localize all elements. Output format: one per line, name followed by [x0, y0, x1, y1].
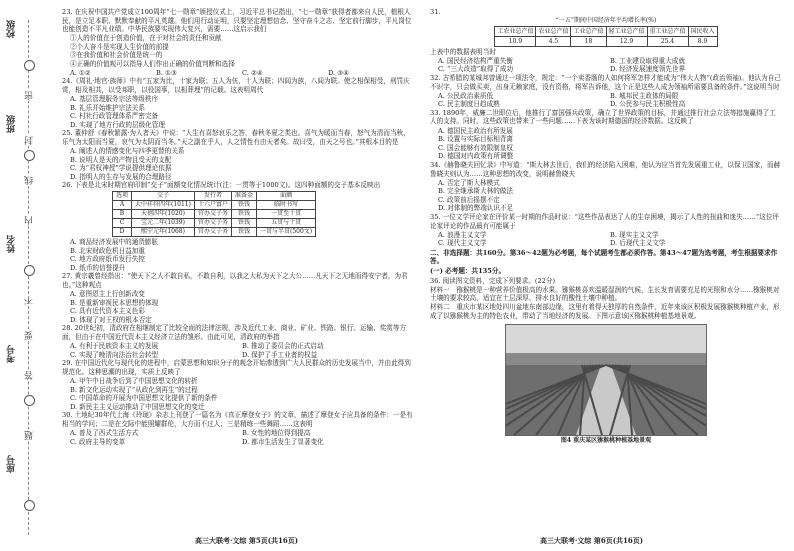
option-row: [430, 231, 782, 240]
table-cell: 铁钱: [231, 218, 256, 227]
table-cell: 25.4: [647, 36, 688, 46]
answer-option: B. ①③: [156, 68, 177, 77]
question-stem: 上表中的数据表明当时: [430, 47, 496, 56]
kiwi-plantation-photo: [505, 324, 707, 436]
table-cell: 12.9: [606, 36, 647, 46]
binding-word-7: 题: [25, 431, 35, 440]
answer-option: A. 浪漫主义文学: [438, 230, 487, 239]
answer-option: A. 基层管理服务宗法等级秩序: [70, 94, 159, 103]
answer-option: B. 新文化运动实现了“从政化到再生”的过程: [70, 385, 198, 394]
answer-option: C. 现代主义文学: [438, 239, 487, 248]
question-stem: 30. 土地纪30年代上海《玲珑》杂志上刊登了一篇名为《真正摩登女子》的文章，描述了摩登女子应具备的条件：一是有相当的学问；二是在交际中能照耀群伦，大方而不过人；三是精练一些舞蹈……这表明: [62, 411, 413, 428]
answer-option: ④正确的价值观可以指导人们作出正确的价值判断和选择: [70, 60, 235, 69]
binding-label-3: 考号: [7, 345, 17, 363]
answer-option: D. 对体制的弊端认识不足: [438, 204, 514, 213]
answer-option: D. ③④: [328, 68, 350, 77]
answer-option: C. 为“君权神授”学说提供理论依据: [70, 164, 172, 173]
left-column: [62, 8, 414, 446]
question-stem: 25. 董仲舒《春秋繁露·为人者天》中说：“人生有喜怒哀乐之答，春秋冬夏之类也。喜气为暖而当春，怒气为清而当秋，乐气为太阳而当夏，哀气为太阴而当冬。”天之副在乎人，人之情性有由天者矣。故曰受，由天之号也。”其根本目的是: [62, 129, 410, 146]
answer-option: C. 具有近代资本主义色彩: [70, 307, 145, 316]
answer-option: A. ①②: [70, 68, 91, 77]
table-cell: 天禧四年(1020): [132, 209, 195, 218]
binding-circle-3: [24, 395, 35, 406]
table-header: 交子: [132, 191, 195, 200]
table-cell: D: [113, 227, 132, 236]
answer-option: A. 德国民主政治有所发展: [438, 126, 513, 135]
answer-option: B. 女性的地位得到提高: [242, 429, 311, 438]
answer-option: D. 实现了地方行政的层级化管理: [70, 120, 165, 129]
table-row: [113, 200, 316, 209]
table-header: 工业总产值: [571, 26, 606, 36]
answer-option: A. 阐述人的情感变化与四季更替的关系: [70, 147, 185, 155]
footer-left: 高三大联考·文综 第5页(共16页): [195, 536, 299, 545]
binding-label-1: 班级: [7, 115, 17, 133]
binding-circle-0: [24, 60, 35, 71]
binding-circle-2: [24, 265, 35, 276]
section-heading: 二、非选择题：共160分。第36～42题为必考题，每个试题考生都必须作答。第43～47题为选考题，考生根据要求作答。: [430, 248, 778, 266]
answer-option: C. 中国革命的开展为中国思想文化提供了新的条件: [70, 394, 218, 403]
binding-word-5: 要: [25, 331, 35, 340]
table-cell: 18: [571, 36, 606, 46]
answer-option: A. 意图恩主上行创新改变: [70, 290, 145, 299]
answer-option: B. 说明人是天的产物且受天的支配: [70, 155, 172, 164]
binding-word-3: 内: [25, 216, 35, 225]
table-header: 工农业总产值: [495, 26, 536, 36]
table-row: [113, 209, 316, 218]
question-stem: 24.《周礼·地官·族师》中有“五家为比，十家为联；五人为伍，十人为联；四闾为族，八闾为联。使之相保相受，刑罚庆赏，相及相共，以受邦职，以役国事，以相葬埋”的记载。这表明周代: [62, 77, 410, 94]
answer-option: B. 现实主义文学: [610, 230, 659, 239]
table-cell: 8.9: [688, 36, 717, 46]
question-stem: 材料二 重庆市某区地处四川盆地东南部边缘，这里有着得天独厚的自然条件，近年来该区积极发展猕猴桃种植产业，形成了以猕猴桃为主的特色农业，带动了当地经济的发展。下图示意该区猕猴桃种植基地景观。: [430, 303, 780, 320]
answer-option: C. 实现了晚清向法治社会转型: [70, 350, 159, 359]
binding-label-2: 姓名: [7, 235, 17, 253]
question-stem: 34.《赫鲁晓夫回忆录》中写道：“斯大林去世后，我们的经济陷入困难，他认为应当首先发展重工业，以保卫国家，而赫鲁晓夫则认为……这种思想的改变，说明赫鲁晓夫: [430, 160, 781, 178]
option-row: [430, 92, 782, 101]
growth-table: [494, 26, 717, 47]
question-stem: 28. 20世纪初，清政府在相继制定了比较全面的法律法规，涉及近代工业、商业、矿业、铁路、银行、运输、奖赏等方面，但由于在中国近代资本主义经济立法的雏形。由此可见，清政府的举措: [62, 324, 407, 341]
binding-label-0: 校级: [7, 20, 17, 38]
answer-option: D. 后现代主义文学: [610, 239, 666, 248]
answer-option: C. 地方政府纸币发行失控: [70, 255, 145, 264]
table-header: 选项: [113, 191, 132, 200]
option-row: [430, 100, 782, 109]
answer-option: D. 新民主主义运动推动了中国思想文化的变迁: [70, 402, 205, 411]
answer-option: C. 政策前后摇摆不定: [438, 195, 500, 204]
answer-option: B. 城邦民主政体的局限: [610, 91, 679, 100]
question-stem: 31.: [430, 8, 441, 16]
answer-option: C. “三大改造”取得了成功: [438, 65, 514, 74]
binding-word-2: 线: [25, 176, 35, 185]
binding-word-0: 密: [25, 91, 35, 100]
table-cell: 铁钱: [231, 209, 256, 218]
table-cell: 10.9: [495, 36, 536, 46]
option-row: [62, 438, 414, 447]
table-cell: 铁钱: [231, 200, 256, 209]
answer-option: ①人的价值在于创造价值，在于对社会的责任和贡献: [70, 34, 222, 43]
answer-option: C. 国会能够有效限制皇权: [438, 143, 513, 152]
answer-option: ③在我价值和社会价值是统一的: [70, 51, 163, 60]
table-cell: 大中祥符四年(1011): [132, 200, 195, 209]
table-header: 重工业总产值: [647, 26, 688, 36]
answer-option: D. 保护了手工业者的权益: [242, 350, 318, 359]
binding-word-1: 封: [25, 136, 35, 145]
right-column: [430, 8, 782, 445]
binding-circle-4: [24, 500, 35, 511]
option-row: [62, 429, 414, 438]
table-cell: 十六户富户: [194, 200, 231, 209]
answer-option: D. 体现了对王权的根本否定: [70, 315, 152, 324]
answer-option: A. 商品经济发展中的通货膨胀: [70, 237, 159, 246]
question-stem: 26. 下表是北宋时期官府印制“交子”面额变化情况统计(注：一贯等于1000文)。这四种面额的交子基本反映出: [62, 181, 381, 190]
answer-option: C. 民主制度日趋成熟: [438, 100, 500, 109]
answer-option: A. 否定了斯大林模式: [438, 178, 500, 187]
answer-option: C. 政府主导的变革: [70, 437, 126, 446]
answer-option: A. 公民政治素质低: [438, 91, 494, 100]
option-row: [430, 65, 782, 74]
binding-label-4: 座号: [7, 455, 17, 473]
question-stem: 29. 在中国近代化与现代化的进程中，启蒙思想和知识分子的观念开始渗透到广大人民群众的历史发展当中，并由此得到规范化。这种思潮的出现，实质上反映了: [62, 359, 411, 376]
answer-option: B. 是重新审视民本思想的体现: [70, 298, 159, 307]
plantation-image: [506, 325, 706, 435]
question-stem: 27. 黄宗羲曾经指出：“使天下之人不敢自私，不敢自利，以我之大私为天下之大公……凡天下之无地而得安宁者，为君也。”这种观点: [62, 272, 408, 289]
option-row: [62, 69, 414, 78]
table-cell: 临时书写: [257, 200, 316, 209]
answer-option: D. 公民参与民主积极性高: [610, 100, 686, 109]
table-row: [113, 218, 316, 227]
currency-table: [112, 191, 316, 237]
section-heading: (一) 必考题：共135分。: [430, 267, 506, 276]
table-cell: B: [113, 209, 132, 218]
table-header: 面额: [257, 191, 316, 200]
question-stem: 33. 1890年，威廉二世即位后，他推行了富国强兵政策，确立了世界政策的目标，并通过推行社会立法等措施赢得了工人的支持。同时，这些政策也带来了一些问题……下表为该时期德国的经济数据。这反映了: [430, 108, 776, 126]
table-title: “一五”期间中国经济年平均增长率(%): [555, 17, 657, 25]
table-cell: 一贯至十贯: [257, 209, 316, 218]
table-cell: 宝元二年(1039): [132, 218, 195, 227]
question-stem: 35. 一位文学评论家在评价某一时期的作品时说：“这些作品表达了人的生存困境，揭示了人性的扭曲和迷失……”这位评论家评论的作品最有可能属于: [430, 212, 780, 230]
option-row: [62, 342, 414, 351]
table-cell: 铁钱: [231, 227, 256, 236]
table-cell: 五贯与十贯: [257, 218, 316, 227]
table-row: [495, 36, 717, 46]
answer-option: B. 礼乐开始维护宗法关系: [70, 103, 145, 112]
binding-word-6: 答: [25, 371, 35, 380]
answer-option: B. 完全继承斯大林的做法: [438, 187, 513, 196]
table-cell: 一贯与半贯(500文): [257, 227, 316, 236]
question-stem: 材料一 猕猴桃是一种营养价值极高的水果。猕猴桃喜欢温暖湿润的气候，生长发育需要充足的光照和水分……猕猴桃对土壤的要求较高，适宜在土层深厚、排水良好的酸性土壤中种植。: [430, 285, 780, 303]
answer-option: B. 工业建设取得重大成就: [610, 56, 685, 65]
table-cell: A: [113, 200, 132, 209]
table-cell: 官办交子务: [194, 227, 231, 236]
answer-option: B. 设置与实际目标相背离: [438, 135, 513, 144]
table-cell: 熙宁元年(1068): [132, 227, 195, 236]
table-header: 轻工业总产值: [606, 26, 647, 36]
binding-word-4: 不: [25, 296, 35, 305]
answer-option: A. 甲午中日战争后到了中国思想文化的转折: [70, 376, 198, 385]
answer-option: C. ②④: [242, 68, 263, 77]
binding-circle-1: [24, 150, 35, 161]
answer-option: A. 有利于民族资本主义的发展: [70, 342, 159, 351]
table-cell: 官办交子务: [194, 209, 231, 218]
answer-option: D. 纸币的信誉提升: [70, 263, 126, 272]
answer-option: D. 指明人的生存与发展的合理路径: [70, 172, 172, 181]
question-stem: 32. 古希腊的某城邦曾通过一项法令，规定：“一个卖香肠的人如何将军怎样才能成为“伟大人物”(政治领袖)。他认为自己不识字，只会做买卖，出身无赖家庭，没有资格，将军告诉他，这个正是这些人成为领袖所需要具备的条件。”这说明当时: [430, 73, 781, 91]
table-header: 农业总产值: [536, 26, 571, 36]
table-cell: C: [113, 218, 132, 227]
answer-option: D. 经济发展速度领先世界: [610, 65, 686, 74]
question-stem: 23. 在庆祝中国共产党成立100周年“七一勋章”颁授仪式上，习近平总书记指出，“七一勋章”获得者都来自人民，植根人民，是立足本职、默默奉献的平凡英雄。他们用行动证明，只要坚定理想信念、坚守奋斗之志、坚定前行脚步，平凡岗位也能创造不平凡业绩。中华民族要实现伟大复兴，需要……这启示我们: [62, 8, 412, 34]
answer-option: C. 村社行政管理体系严密完备: [70, 112, 159, 121]
option-row: [430, 239, 782, 248]
table-header: 准备金: [231, 191, 256, 200]
question-stem: 36. 阅读图文资料，完成下列要求。(22分): [430, 276, 556, 285]
answer-option: D. 德国对内政策有所调整: [438, 152, 514, 161]
table-row: [113, 227, 316, 236]
footer-right: 高三大联考·文综 第6页(共16页): [540, 536, 644, 545]
answer-option: A. 国民经济结构严重失衡: [438, 56, 513, 65]
answer-option: B. 北宋财政危机日益加重: [70, 246, 145, 255]
table-header: 国民收入: [688, 26, 717, 36]
table-cell: 官办交子务: [194, 218, 231, 227]
answer-option: A. 普及了西式生活方式: [70, 429, 139, 438]
option-row: [62, 351, 414, 360]
table-cell: 4.5: [536, 36, 571, 46]
answer-option: D. 都市生活发生了显著变化: [242, 437, 324, 446]
photo-caption: 图4 重庆某区猕猴桃种植基地景观: [560, 436, 652, 444]
answer-option: B. 推动了委员会的正式启动: [242, 342, 324, 351]
table-header: 发行者: [194, 191, 231, 200]
binding-strip: [0, 0, 58, 551]
answer-option: ②个人奋斗是实现人生价值的前提: [70, 42, 169, 51]
